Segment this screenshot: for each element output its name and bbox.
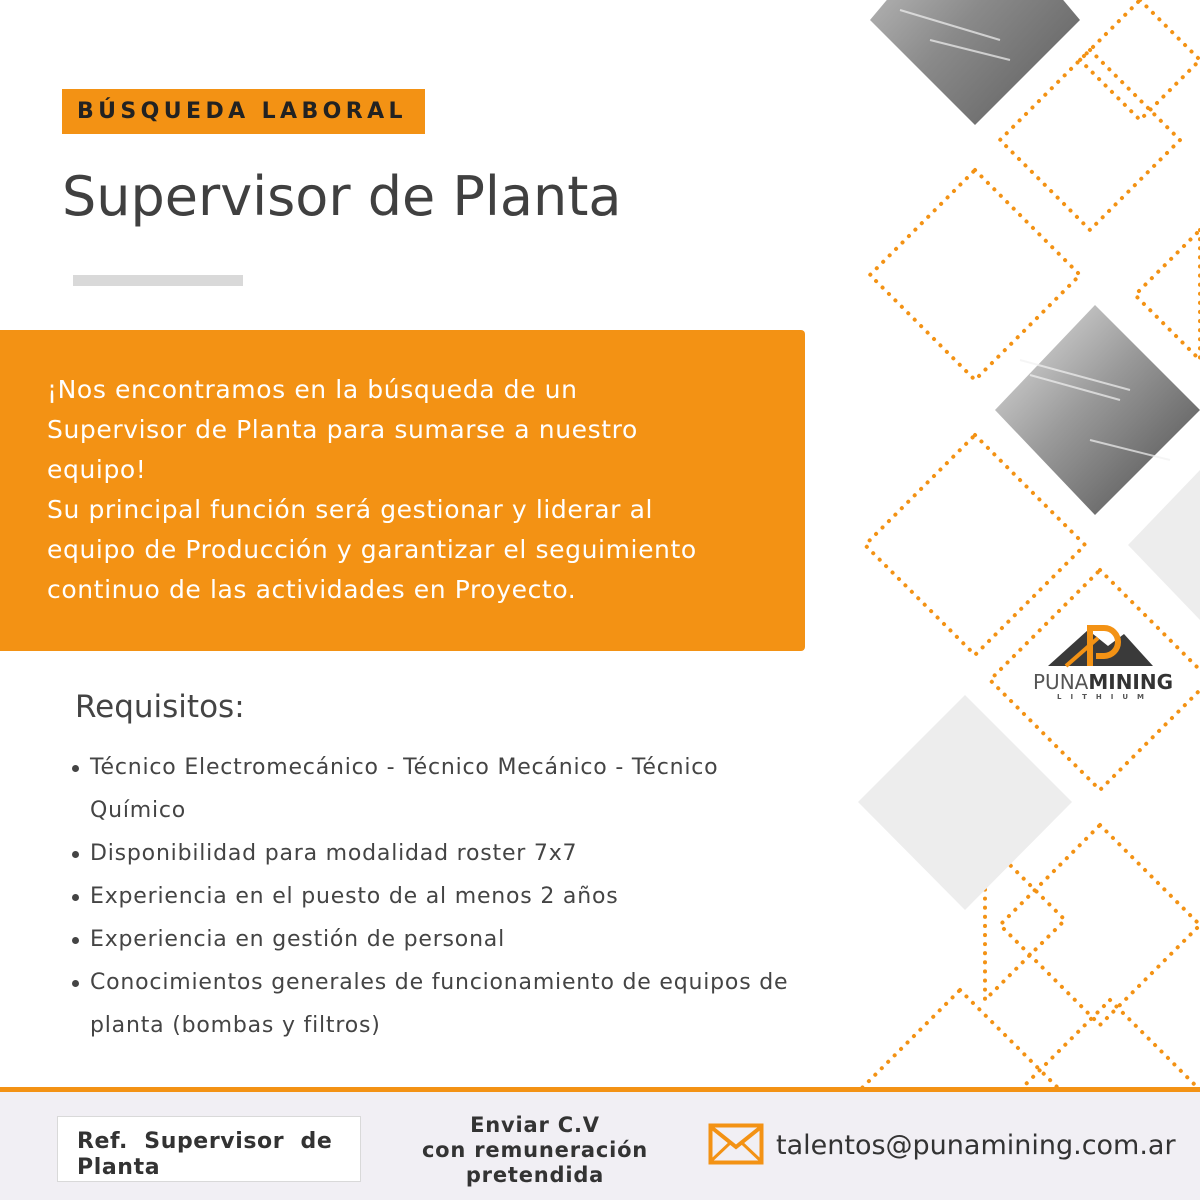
- cv-note-line: Enviar C.V: [470, 1113, 600, 1137]
- intro-panel: [0, 330, 805, 651]
- requirement-item: Experiencia en gestión de personal: [90, 918, 800, 961]
- requirement-item: Conocimientos generales de funcionamiento de equipos de planta (bombas y filtros): [90, 961, 800, 1047]
- requirement-item: Experiencia en el puesto de al menos 2 años: [90, 875, 800, 918]
- job-search-tag: BÚSQUEDA LABORAL: [62, 89, 425, 134]
- requirement-item: Disponibilidad para modalidad roster 7x7: [90, 832, 800, 875]
- intro-line: equipo!: [47, 455, 147, 484]
- intro-line: Su principal función será gestionar y liderar al: [47, 495, 654, 524]
- page-title: Supervisor de Planta: [62, 165, 622, 228]
- reference-line: Planta: [77, 1155, 161, 1180]
- intro-line: continuo de las actividades en Proyecto.: [47, 575, 577, 604]
- intro-line: ¡Nos encontramos en la búsqueda de un: [47, 375, 578, 404]
- envelope-icon: [708, 1123, 764, 1165]
- title-underline: [73, 275, 243, 286]
- contact-email[interactable]: talentos@punamining.com.ar: [776, 1130, 1176, 1161]
- logo-wordmark: [1033, 670, 1173, 694]
- requirements-heading: Requisitos:: [75, 689, 245, 725]
- intro-line: equipo de Producción y garantizar el seguimiento: [47, 535, 697, 564]
- cv-note-line: con remuneración: [421, 1138, 649, 1162]
- send-cv-note: [400, 1113, 670, 1188]
- reference-box: [57, 1116, 361, 1182]
- logo-subtitle: LITHIUM: [1057, 693, 1153, 701]
- intro-text: [47, 370, 792, 610]
- requirements-list: [90, 746, 800, 1047]
- reference-line: Ref. Supervisor de: [77, 1129, 333, 1154]
- requirement-item: Técnico Electromecánico - Técnico Mecánico - Técnico Químico: [90, 746, 800, 832]
- cv-note-line: pretendida: [465, 1163, 605, 1187]
- logo-word-puna: PUNA: [1033, 670, 1089, 694]
- logo-word-mining: MINING: [1088, 670, 1174, 694]
- intro-line: Supervisor de Planta para sumarse a nuestro: [47, 415, 638, 444]
